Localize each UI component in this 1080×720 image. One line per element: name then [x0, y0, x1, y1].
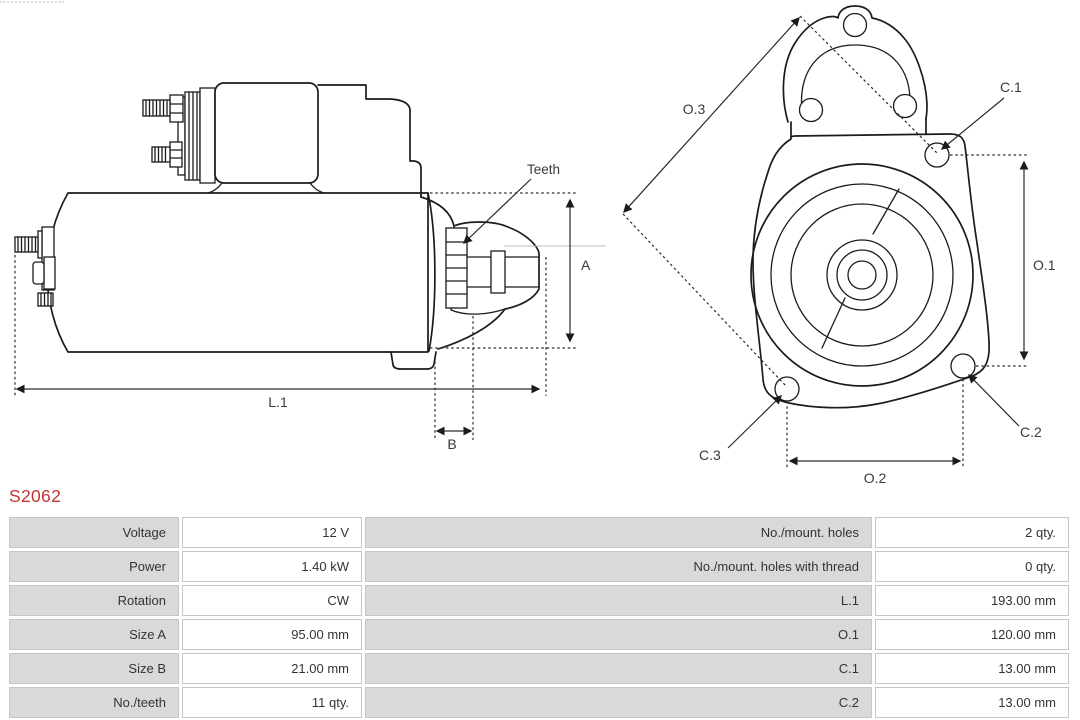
spec-value: 1.40 kW	[182, 551, 362, 582]
dim-c1-label: C.1	[1000, 79, 1022, 95]
dim-c3-label: C.3	[699, 447, 721, 463]
dim-o2-label: O.2	[863, 470, 887, 486]
hole-c3	[775, 377, 799, 401]
side-view	[15, 83, 606, 452]
spec-value: 95.00 mm	[182, 619, 362, 650]
dim-c2-label: C.2	[1020, 424, 1042, 440]
mounting-foot	[391, 352, 436, 369]
spec-value: 13.00 mm	[875, 687, 1069, 718]
spec-label: O.1	[365, 619, 872, 650]
table-row	[9, 619, 1069, 650]
table-row	[9, 585, 1069, 616]
dim-b-label: B	[447, 436, 457, 452]
right-ear-hole	[894, 95, 917, 118]
top-hole	[844, 14, 867, 37]
dim-o1-label: O.1	[1033, 257, 1056, 273]
table-row	[9, 517, 1069, 548]
spec-label: C.2	[365, 687, 872, 718]
spec-table	[6, 514, 1072, 720]
spec-value: 0 qty.	[875, 551, 1069, 582]
table-row	[9, 653, 1069, 684]
spec-label: No./mount. holes	[365, 517, 872, 548]
dim-a-label: A	[581, 257, 591, 273]
dim-l1-label: L.1	[268, 394, 288, 410]
spec-label: Power	[9, 551, 179, 582]
rear-terminals	[15, 227, 55, 306]
spec-value: 2 qty.	[875, 517, 1069, 548]
spec-value: 11 qty.	[182, 687, 362, 718]
spec-label: C.1	[365, 653, 872, 684]
spec-label: Rotation	[9, 585, 179, 616]
table-row	[9, 551, 1069, 582]
yoke-housing	[318, 85, 421, 197]
spec-label: No./mount. holes with thread	[365, 551, 872, 582]
motor-body	[47, 193, 428, 352]
front-view	[623, 6, 1056, 486]
left-ear-hole	[800, 99, 823, 122]
spec-label: Voltage	[9, 517, 179, 548]
part-code: S2062	[9, 486, 62, 506]
spec-value: 12 V	[182, 517, 362, 548]
spec-value: 13.00 mm	[875, 653, 1069, 684]
spec-label: No./teeth	[9, 687, 179, 718]
spec-label: Size B	[9, 653, 179, 684]
hole-c2	[951, 354, 975, 378]
spec-value: 120.00 mm	[875, 619, 1069, 650]
spec-value: 21.00 mm	[182, 653, 362, 684]
spec-value: 193.00 mm	[875, 585, 1069, 616]
teeth-label: Teeth	[527, 162, 561, 177]
spec-label: L.1	[365, 585, 872, 616]
dim-o3-label: O.3	[682, 101, 706, 117]
spec-value: CW	[182, 585, 362, 616]
solenoid	[143, 83, 324, 193]
spec-label: Size A	[9, 619, 179, 650]
table-row	[9, 687, 1069, 718]
